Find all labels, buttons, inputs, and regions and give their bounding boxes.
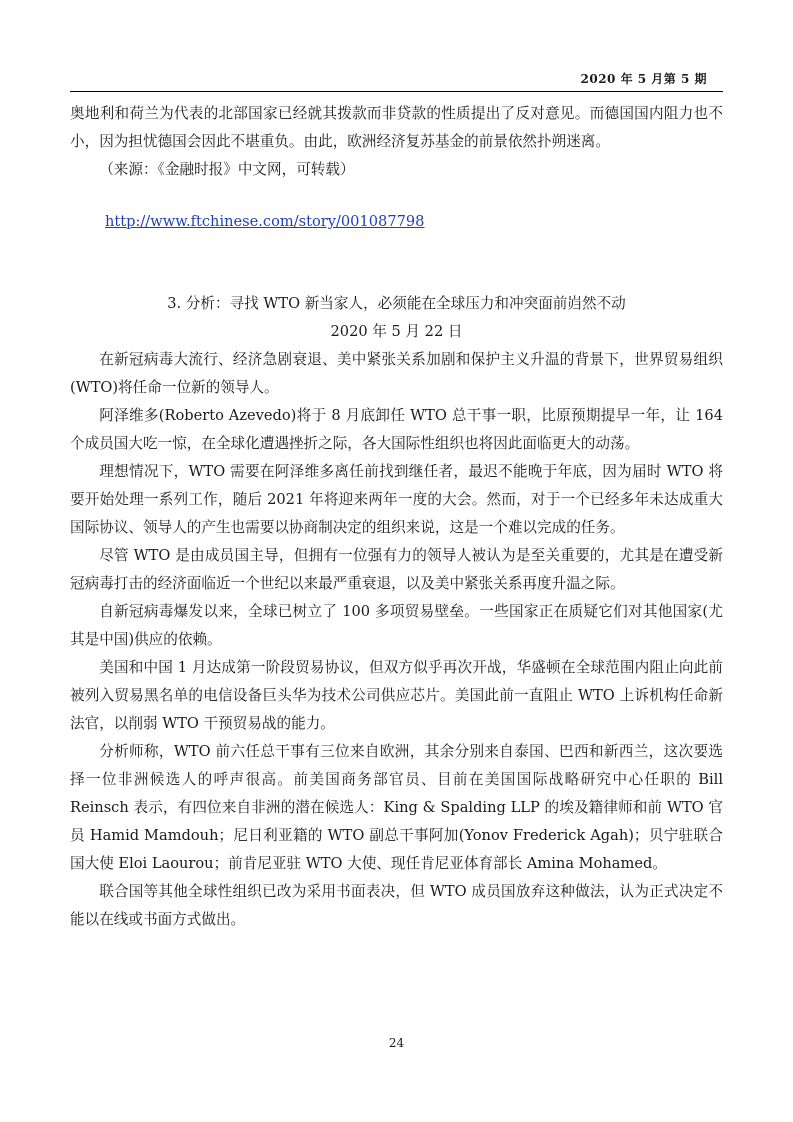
header-divider — [70, 91, 723, 92]
source-note: （来源：《金融时报》中文网，可转载） — [99, 161, 355, 178]
source-link-line — [70, 208, 723, 236]
previous-article-paragraph: 奥地利和荷兰为代表的北部国家已经就其拨款而非贷款的性质提出了反对意见。而德国国内阻力也不小，因为担忧德国会因此不堪重负。由此，欧洲经济复苏基金的前景依然扑朔迷离。 — [70, 105, 723, 150]
article-paragraph: 尽管 WTO 是由成员国主导，但拥有一位强有力的领导人被认为是至关重要的，尤其是在遭受新冠病毒打击的经济面临近一个世纪以来最严重衰退，以及美中紧张关系再度升温之际。 — [70, 547, 723, 592]
article-paragraph: 理想情况下，WTO 需要在阿泽维多离任前找到继任者，最迟不能晚于年底，因为届时 WTO 将要开始处理一系列工作，随后 2021 年将迎来两年一度的大会。然而，对于一个已经多年未达成重大国际协议、领导人的产生也需要以协商制决定的组织来说，这是一个难以完成的任务。 — [70, 463, 723, 536]
article-paragraph: 美国和中国 1 月达成第一阶段贸易协议，但双方似乎再次开战，华盛顿在全球范围内阻止向此前被列入贸易黑名单的电信设备巨头华为技术公司供应芯片。美国此前一直阻止 WTO 上诉机构任命新法官，以削弱 WTO 干预贸易战的能力。 — [70, 659, 723, 732]
article-title: 3. 分析：寻找 WTO 新当家人，必须能在全球压力和冲突面前岿然不动 — [167, 295, 626, 312]
article-paragraph: 联合国等其他全球性组织已改为采用书面表决，但 WTO 成员国放弃这种做法，认为正式决定不能以在线或书面方式做出。 — [70, 883, 723, 928]
source-link[interactable]: http://www.ftchinese.com/story/001087798 — [105, 213, 425, 230]
article-paragraph: 分析师称，WTO 前六任总干事有三位来自欧洲，其余分别来自泰国、巴西和新西兰，这次要选择一位非洲候选人的呼声很高。前美国商务部官员、目前在美国国际战略研究中心任职的 Bill Reinsch 表示，有四位来自非洲的潜在候选人：King & Spalding LLP 的埃及籍律师和前 WTO 官员 Hamid Mamdouh；尼日利亚籍的 WTO 副总干事阿加(Yonov Frederick Agah)；贝宁驻联合国大使 Eloi Laourou；前肯尼亚驻 WTO 大使、现任肯尼亚体育部长 Amina Mohamed。 — [70, 743, 723, 872]
article-paragraph: 在新冠病毒大流行、经济急剧衰退、美中紧张关系加剧和保护主义升温的背景下，世界贸易组织(WTO)将任命一位新的领导人。 — [70, 351, 723, 396]
article-paragraph: 自新冠病毒爆发以来，全球已树立了 100 多项贸易壁垒。一些国家正在质疑它们对其他国家(尤其是中国)供应的依赖。 — [70, 603, 723, 648]
page-content — [70, 100, 723, 934]
article-paragraph: 阿泽维多(Roberto Azevedo)将于 8 月底卸任 WTO 总干事一职，比原预期提早一年，让 164 个成员国大吃一惊，在全球化遭遇挫折之际，各大国际性组织也将因此面临更大的动荡。 — [70, 407, 723, 452]
page-number: 24 — [388, 1036, 405, 1050]
issue-header: 2020 年 5 月第 5 期 — [580, 72, 707, 86]
article-date: 2020 年 5 月 22 日 — [330, 323, 463, 340]
